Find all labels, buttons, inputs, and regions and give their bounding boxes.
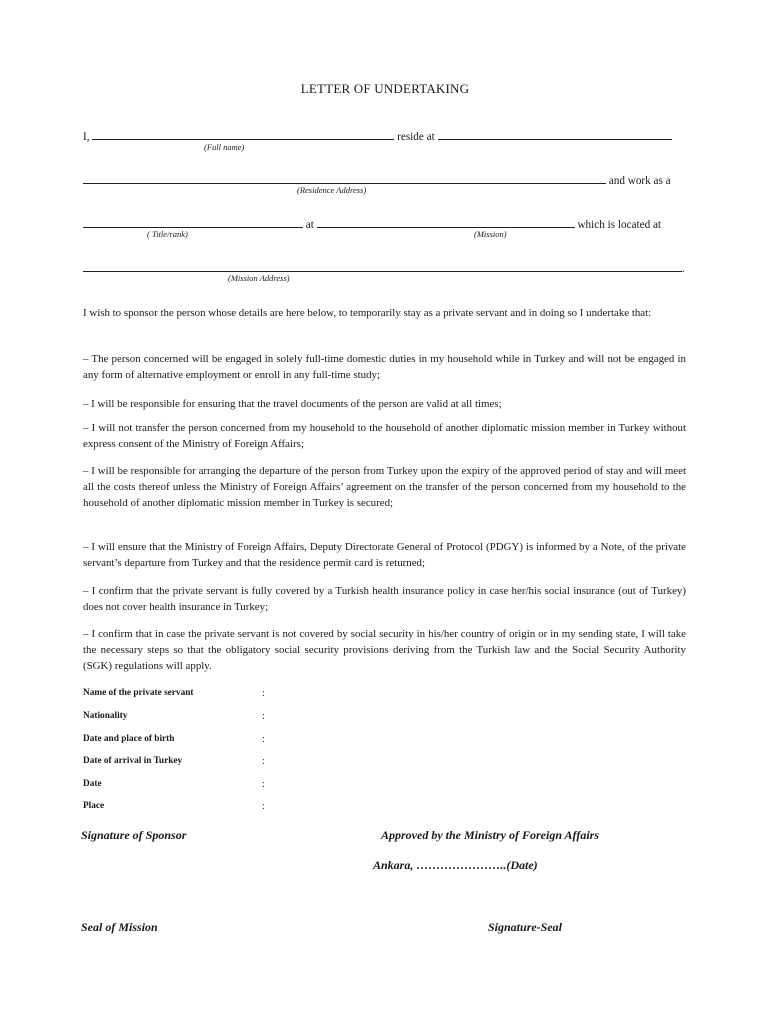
line1-reside-at: reside at bbox=[397, 131, 435, 143]
field-colon: : bbox=[262, 801, 265, 812]
clause-paragraph: – I confirm that the private servant is fully covered by a Turkish health insurance policy in case her/his social insurance (out of Turkey) does not cover health insurance in Turkey; bbox=[83, 585, 686, 613]
line3-at: at bbox=[305, 219, 314, 231]
seal-of-mission: Seal of Mission bbox=[81, 920, 158, 934]
caption-residence-address: (Residence Address) bbox=[297, 185, 367, 195]
field-colon: : bbox=[262, 734, 265, 745]
line1-prefix: I, bbox=[83, 131, 90, 143]
field-label-place: Place bbox=[83, 801, 105, 811]
mission-address-line bbox=[83, 259, 688, 275]
clause-paragraph: – I will be responsible for arranging the departure of the person from Turkey upon the expiry of the approved period of stay and will meet all the costs thereof unless the Ministry of Foreign Affairs’ agreement on the transfer of the person concerned from my household to the household of another diplomatic mission member in Turkey is secured; bbox=[83, 465, 686, 509]
residence-line bbox=[83, 171, 688, 187]
field-label-date: Date bbox=[83, 779, 102, 789]
clause-paragraph: – I confirm that in case the private servant is not covered by social security in his/her country of origin or in my sending state, I will take the necessary steps so that the obligatory social security provisions deriving from the Turkish law and the Social Security Authority (SGK) regulations will apply. bbox=[83, 628, 686, 672]
signature-seal: Signature-Seal bbox=[488, 920, 563, 934]
approved-by-ministry: Approved by the Ministry of Foreign Affairs bbox=[381, 828, 600, 842]
caption-title-rank: ( Title/rank) bbox=[147, 229, 188, 239]
ankara-date: Ankara, …………………..(Date) bbox=[373, 858, 538, 872]
full-name-blank[interactable] bbox=[92, 127, 394, 140]
clause-paragraph: – I will ensure that the Ministry of Foreign Affairs, Deputy Directorate General of Protocol (PDGY) is informed by a Note, of the private servant’s departure from Turkey and that the residence permit card is returned; bbox=[83, 541, 686, 569]
mission-address-blank[interactable] bbox=[83, 259, 682, 272]
signature-sponsor: Signature of Sponsor bbox=[81, 828, 187, 842]
caption-mission: (Mission) bbox=[474, 229, 507, 239]
clause-paragraph: – I will be responsible for ensuring that the travel documents of the person are valid at all times; bbox=[83, 398, 502, 410]
mission-blank[interactable] bbox=[317, 215, 575, 228]
clause-paragraph: – The person concerned will be engaged in solely full-time domestic duties in my household while in Turkey and will not be engaged in any form of alternative employment or enroll in any full-time study; bbox=[83, 353, 686, 381]
document-title: LETTER OF UNDERTAKING bbox=[300, 81, 470, 96]
field-colon: : bbox=[262, 688, 265, 699]
reside-at-blank[interactable] bbox=[438, 127, 672, 140]
field-colon: : bbox=[262, 756, 265, 767]
field-label-nationality: Nationality bbox=[83, 711, 128, 721]
intro-paragraph: I wish to sponsor the person whose details are here below, to temporarily stay as a private servant and in doing so I undertake that: bbox=[83, 307, 652, 319]
field-label-birth: Date and place of birth bbox=[83, 734, 175, 744]
field-colon: : bbox=[262, 711, 265, 722]
line4-period: . bbox=[682, 263, 685, 275]
caption-mission-address: (Mission Address) bbox=[228, 273, 290, 283]
line3-suffix: which is located at bbox=[577, 219, 662, 231]
field-label-servant-name: Name of the private servant bbox=[83, 688, 194, 698]
title-rank-blank[interactable] bbox=[83, 215, 303, 228]
residence-address-blank[interactable] bbox=[83, 171, 606, 184]
clause-paragraph: – I will not transfer the person concerned from my household to the household of another diplomatic mission member in Turkey without express consent of the Ministry of Foreign Affairs; bbox=[83, 422, 686, 450]
field-label-arrival: Date of arrival in Turkey bbox=[83, 756, 183, 766]
line2-suffix: and work as a bbox=[608, 175, 671, 187]
caption-full-name: (Full name) bbox=[204, 142, 245, 152]
field-colon: : bbox=[262, 779, 265, 790]
full-name-line bbox=[83, 127, 688, 143]
